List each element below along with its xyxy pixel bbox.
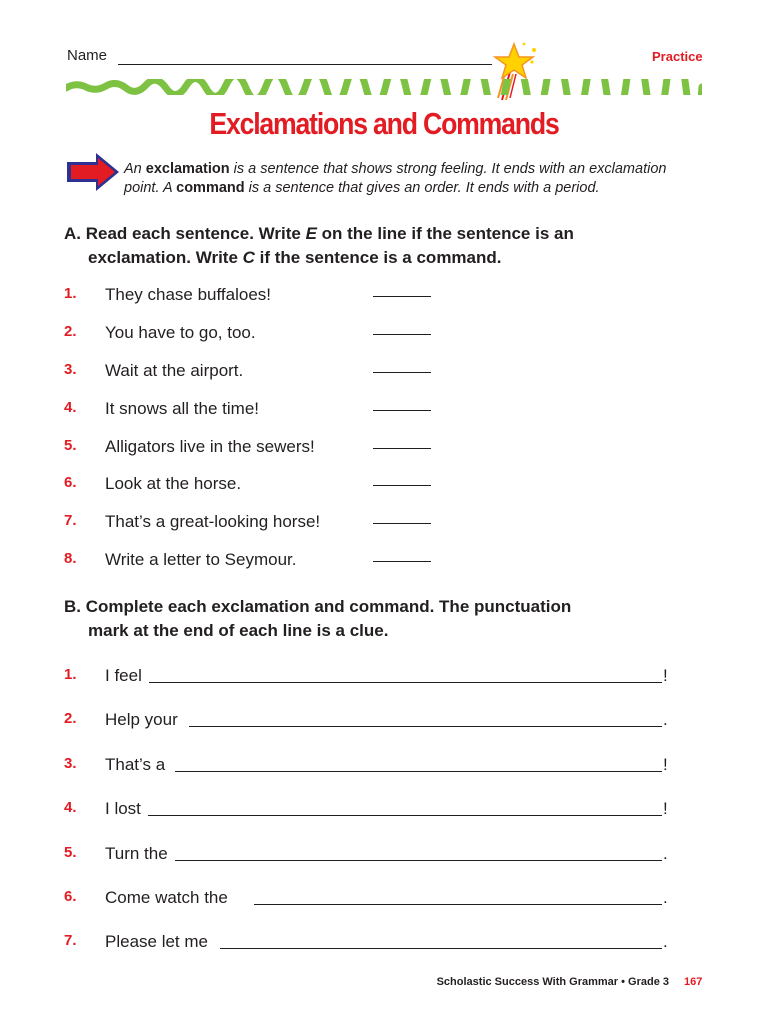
end-punctuation: . xyxy=(663,888,668,907)
answer-line[interactable] xyxy=(189,726,662,727)
item-prompt: Help your xyxy=(105,710,178,729)
item-number: 6. xyxy=(64,474,77,491)
item-sentence: They chase buffaloes! xyxy=(105,285,272,304)
item-number: 1. xyxy=(64,285,77,302)
answer-line[interactable] xyxy=(220,948,662,949)
end-punctuation: . xyxy=(663,932,668,951)
answer-line[interactable] xyxy=(373,410,431,411)
answer-line[interactable] xyxy=(373,523,431,524)
section-b-instructions: B. Complete each exclamation and command. The punctuation mark at the end of each line is a clue. xyxy=(64,597,572,640)
answer-line[interactable] xyxy=(373,448,431,449)
item-number: 4. xyxy=(64,799,77,816)
end-punctuation: . xyxy=(663,844,668,863)
end-punctuation: ! xyxy=(663,755,668,774)
item-number: 2. xyxy=(64,323,77,340)
end-punctuation: ! xyxy=(663,799,668,818)
section-b-item xyxy=(64,710,704,734)
item-sentence: Alligators live in the sewers! xyxy=(105,437,315,456)
section-b-item xyxy=(64,932,704,956)
answer-line[interactable] xyxy=(148,815,662,816)
answer-line[interactable] xyxy=(175,771,662,772)
item-sentence: Write a letter to Seymour. xyxy=(105,550,297,569)
item-number: 5. xyxy=(64,844,77,861)
item-number: 8. xyxy=(64,550,77,567)
section-b-item xyxy=(64,666,704,690)
item-prompt: Turn the xyxy=(105,844,168,863)
answer-line[interactable] xyxy=(254,904,662,905)
end-punctuation: ! xyxy=(663,666,668,685)
item-number: 5. xyxy=(64,437,77,454)
term-command: command xyxy=(176,180,245,196)
section-b-item xyxy=(64,844,704,868)
item-sentence: You have to go, too. xyxy=(105,323,256,342)
section-b-item xyxy=(64,799,704,823)
item-prompt: I lost xyxy=(105,799,141,818)
answer-line[interactable] xyxy=(149,682,662,683)
item-number: 3. xyxy=(64,755,77,772)
item-prompt: Please let me xyxy=(105,932,208,951)
name-label: Name xyxy=(67,47,108,64)
end-punctuation: . xyxy=(663,710,668,729)
item-number: 4. xyxy=(64,399,77,416)
answer-line[interactable] xyxy=(373,296,431,297)
section-b-item xyxy=(64,888,704,912)
grass-divider xyxy=(66,79,702,95)
answer-line[interactable] xyxy=(373,334,431,335)
term-exclamation: exclamation xyxy=(145,161,230,177)
item-sentence: Look at the horse. xyxy=(105,474,242,493)
answer-line[interactable] xyxy=(373,372,431,373)
item-sentence: Wait at the airport. xyxy=(105,361,244,380)
answer-line[interactable] xyxy=(373,561,431,562)
section-a-instructions: A. Read each sentence. Write E on the line if the sentence is an exclamation. Write C if the sentence is a command. xyxy=(64,224,574,267)
page-number: 167 xyxy=(684,976,703,988)
page-title: Exclamations and Commands xyxy=(209,106,559,141)
definition-text: An exclamation is a sentence that shows strong feeling. It ends with an exclamation point. A command is a sentence that gives an order. It ends with a period. xyxy=(124,161,667,196)
item-number: 2. xyxy=(64,710,77,727)
item-number: 6. xyxy=(64,888,77,905)
item-sentence: It snows all the time! xyxy=(105,399,260,418)
item-prompt: That’s a xyxy=(105,755,166,774)
arrow-icon xyxy=(64,150,122,194)
answer-line[interactable] xyxy=(373,485,431,486)
item-number: 7. xyxy=(64,932,77,949)
footer-book-title: Scholastic Success With Grammar • Grade 3 xyxy=(436,976,669,988)
item-sentence: That’s a great-looking horse! xyxy=(105,512,321,531)
practice-label: Practice xyxy=(652,49,703,64)
item-prompt: I feel xyxy=(105,666,142,685)
item-number: 7. xyxy=(64,512,77,529)
item-number: 1. xyxy=(64,666,77,683)
name-line[interactable] xyxy=(118,64,492,65)
section-b-item xyxy=(64,755,704,779)
item-number: 3. xyxy=(64,361,77,378)
answer-line[interactable] xyxy=(175,860,662,861)
item-prompt: Come watch the xyxy=(105,888,228,907)
